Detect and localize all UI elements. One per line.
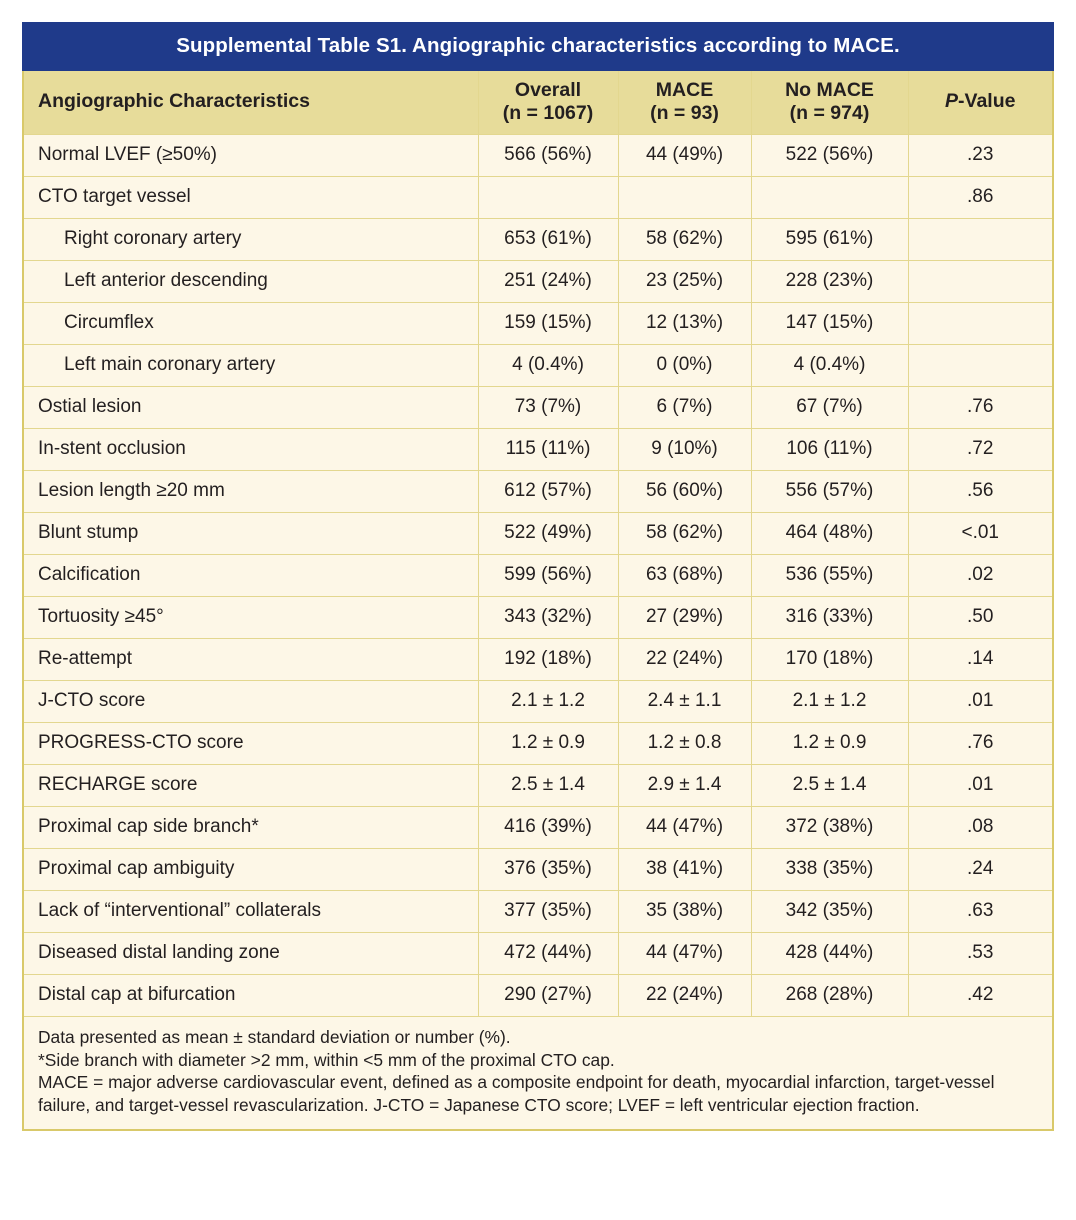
cell-mace: 63 (68%) bbox=[618, 555, 751, 597]
header-overall-label: Overall bbox=[514, 79, 582, 101]
cell-nomace: 595 (61%) bbox=[751, 219, 908, 261]
cell-mace: 2.4 ± 1.1 bbox=[618, 681, 751, 723]
cell-nomace: 147 (15%) bbox=[751, 303, 908, 345]
table-body bbox=[23, 135, 1053, 1017]
cell-p: .86 bbox=[908, 177, 1053, 219]
header-mace bbox=[618, 70, 751, 135]
cell-overall: 416 (39%) bbox=[478, 807, 618, 849]
table-row bbox=[23, 429, 1053, 471]
cell-p: .14 bbox=[908, 639, 1053, 681]
table-row bbox=[23, 555, 1053, 597]
cell-overall: 377 (35%) bbox=[478, 891, 618, 933]
row-label: Lack of “interventional” collaterals bbox=[23, 891, 478, 933]
table-header-row bbox=[23, 70, 1053, 135]
row-label: Circumflex bbox=[23, 303, 478, 345]
table-row bbox=[23, 681, 1053, 723]
cell-p bbox=[908, 261, 1053, 303]
table-row bbox=[23, 387, 1053, 429]
row-label: PROGRESS-CTO score bbox=[23, 723, 478, 765]
cell-mace: 44 (47%) bbox=[618, 807, 751, 849]
cell-p bbox=[908, 303, 1053, 345]
row-label: Proximal cap side branch* bbox=[23, 807, 478, 849]
cell-mace bbox=[618, 177, 751, 219]
cell-overall: 376 (35%) bbox=[478, 849, 618, 891]
table-row bbox=[23, 849, 1053, 891]
cell-mace: 44 (47%) bbox=[618, 933, 751, 975]
cell-mace: 58 (62%) bbox=[618, 219, 751, 261]
cell-nomace: 338 (35%) bbox=[751, 849, 908, 891]
angiographic-characteristics-table bbox=[22, 22, 1054, 1131]
table-row bbox=[23, 135, 1053, 177]
cell-mace: 58 (62%) bbox=[618, 513, 751, 555]
cell-overall: 2.1 ± 1.2 bbox=[478, 681, 618, 723]
row-label: Proximal cap ambiguity bbox=[23, 849, 478, 891]
cell-p: .63 bbox=[908, 891, 1053, 933]
row-label: Lesion length ≥20 mm bbox=[23, 471, 478, 513]
row-label: Blunt stump bbox=[23, 513, 478, 555]
cell-mace: 1.2 ± 0.8 bbox=[618, 723, 751, 765]
cell-overall: 4 (0.4%) bbox=[478, 345, 618, 387]
cell-mace: 35 (38%) bbox=[618, 891, 751, 933]
row-label: Left main coronary artery bbox=[23, 345, 478, 387]
cell-p: <.01 bbox=[908, 513, 1053, 555]
cell-nomace: 372 (38%) bbox=[751, 807, 908, 849]
row-label: Calcification bbox=[23, 555, 478, 597]
cell-mace: 12 (13%) bbox=[618, 303, 751, 345]
cell-overall: 251 (24%) bbox=[478, 261, 618, 303]
footnote-1: Data presented as mean ± standard deviation or number (%). bbox=[38, 1027, 511, 1048]
cell-overall: 159 (15%) bbox=[478, 303, 618, 345]
table-row bbox=[23, 891, 1053, 933]
header-no-mace bbox=[751, 70, 908, 135]
table-row bbox=[23, 639, 1053, 681]
row-label: Distal cap at bifurcation bbox=[23, 975, 478, 1017]
table-row bbox=[23, 597, 1053, 639]
cell-p bbox=[908, 219, 1053, 261]
cell-nomace: 106 (11%) bbox=[751, 429, 908, 471]
cell-mace: 2.9 ± 1.4 bbox=[618, 765, 751, 807]
cell-nomace: 2.5 ± 1.4 bbox=[751, 765, 908, 807]
header-no-mace-label: No MACE bbox=[785, 79, 874, 101]
footnote-2: *Side branch with diameter >2 mm, within <5 mm of the proximal CTO cap. bbox=[38, 1049, 615, 1070]
table-title-row bbox=[23, 23, 1053, 70]
header-overall-n: (n = 1067) bbox=[502, 101, 594, 124]
row-label: J-CTO score bbox=[23, 681, 478, 723]
cell-overall: 472 (44%) bbox=[478, 933, 618, 975]
cell-nomace: 4 (0.4%) bbox=[751, 345, 908, 387]
table-title: Supplemental Table S1. Angiographic characteristics according to MACE. bbox=[23, 23, 1053, 70]
cell-mace: 27 (29%) bbox=[618, 597, 751, 639]
cell-p: .56 bbox=[908, 471, 1053, 513]
row-label: In-stent occlusion bbox=[23, 429, 478, 471]
table-row bbox=[23, 345, 1053, 387]
cell-nomace: 428 (44%) bbox=[751, 933, 908, 975]
header-p-rest: -Value bbox=[958, 90, 1016, 113]
row-label: Normal LVEF (≥50%) bbox=[23, 135, 478, 177]
header-overall bbox=[478, 70, 618, 135]
table-row bbox=[23, 807, 1053, 849]
table-footnotes bbox=[23, 1017, 1053, 1130]
cell-nomace: 536 (55%) bbox=[751, 555, 908, 597]
table-row bbox=[23, 765, 1053, 807]
cell-overall: 115 (11%) bbox=[478, 429, 618, 471]
cell-mace: 0 (0%) bbox=[618, 345, 751, 387]
cell-p: .24 bbox=[908, 849, 1053, 891]
cell-p: .02 bbox=[908, 555, 1053, 597]
table-row bbox=[23, 261, 1053, 303]
table-row bbox=[23, 219, 1053, 261]
cell-overall: 73 (7%) bbox=[478, 387, 618, 429]
table-row bbox=[23, 177, 1053, 219]
cell-nomace: 464 (48%) bbox=[751, 513, 908, 555]
cell-mace: 23 (25%) bbox=[618, 261, 751, 303]
header-characteristics: Angiographic Characteristics bbox=[23, 70, 478, 135]
cell-overall: 566 (56%) bbox=[478, 135, 618, 177]
cell-mace: 22 (24%) bbox=[618, 975, 751, 1017]
cell-p: .76 bbox=[908, 387, 1053, 429]
cell-overall: 522 (49%) bbox=[478, 513, 618, 555]
cell-mace: 56 (60%) bbox=[618, 471, 751, 513]
cell-nomace: 67 (7%) bbox=[751, 387, 908, 429]
cell-nomace bbox=[751, 177, 908, 219]
table-footnote-row bbox=[23, 1017, 1053, 1130]
cell-overall: 343 (32%) bbox=[478, 597, 618, 639]
header-mace-label: MACE bbox=[655, 79, 714, 101]
cell-overall: 192 (18%) bbox=[478, 639, 618, 681]
cell-mace: 9 (10%) bbox=[618, 429, 751, 471]
cell-nomace: 228 (23%) bbox=[751, 261, 908, 303]
cell-p: .01 bbox=[908, 765, 1053, 807]
cell-overall: 290 (27%) bbox=[478, 975, 618, 1017]
row-label: RECHARGE score bbox=[23, 765, 478, 807]
cell-p: .01 bbox=[908, 681, 1053, 723]
table-row bbox=[23, 723, 1053, 765]
cell-nomace: 170 (18%) bbox=[751, 639, 908, 681]
cell-overall: 599 (56%) bbox=[478, 555, 618, 597]
row-label: CTO target vessel bbox=[23, 177, 478, 219]
cell-p: .23 bbox=[908, 135, 1053, 177]
table-row bbox=[23, 513, 1053, 555]
row-label: Right coronary artery bbox=[23, 219, 478, 261]
footnote-3: MACE = major adverse cardiovascular event, defined as a composite endpoint for death, myocardial infarction, target-vessel failure, and target-vessel revascularization. J-CTO = Japanese CTO score; LVEF = left ventricular ejection fraction. bbox=[38, 1072, 995, 1116]
cell-p: .76 bbox=[908, 723, 1053, 765]
cell-nomace: 1.2 ± 0.9 bbox=[751, 723, 908, 765]
cell-mace: 6 (7%) bbox=[618, 387, 751, 429]
cell-mace: 22 (24%) bbox=[618, 639, 751, 681]
table-row bbox=[23, 471, 1053, 513]
cell-nomace: 522 (56%) bbox=[751, 135, 908, 177]
row-label: Diseased distal landing zone bbox=[23, 933, 478, 975]
cell-p: .50 bbox=[908, 597, 1053, 639]
header-mace-n: (n = 93) bbox=[650, 101, 719, 124]
cell-nomace: 2.1 ± 1.2 bbox=[751, 681, 908, 723]
cell-mace: 44 (49%) bbox=[618, 135, 751, 177]
cell-overall: 1.2 ± 0.9 bbox=[478, 723, 618, 765]
table-row bbox=[23, 975, 1053, 1017]
header-p-value bbox=[908, 70, 1053, 135]
cell-overall: 612 (57%) bbox=[478, 471, 618, 513]
header-p-italic: P bbox=[945, 90, 959, 113]
cell-p: .42 bbox=[908, 975, 1053, 1017]
cell-p: .08 bbox=[908, 807, 1053, 849]
row-label: Tortuosity ≥45° bbox=[23, 597, 478, 639]
row-label: Left anterior descending bbox=[23, 261, 478, 303]
cell-nomace: 316 (33%) bbox=[751, 597, 908, 639]
row-label: Ostial lesion bbox=[23, 387, 478, 429]
table-row bbox=[23, 933, 1053, 975]
cell-p: .72 bbox=[908, 429, 1053, 471]
cell-p bbox=[908, 345, 1053, 387]
cell-p: .53 bbox=[908, 933, 1053, 975]
cell-nomace: 556 (57%) bbox=[751, 471, 908, 513]
cell-overall: 2.5 ± 1.4 bbox=[478, 765, 618, 807]
cell-nomace: 342 (35%) bbox=[751, 891, 908, 933]
header-no-mace-n: (n = 974) bbox=[789, 101, 870, 124]
cell-overall bbox=[478, 177, 618, 219]
table-row bbox=[23, 303, 1053, 345]
cell-mace: 38 (41%) bbox=[618, 849, 751, 891]
row-label: Re-attempt bbox=[23, 639, 478, 681]
cell-overall: 653 (61%) bbox=[478, 219, 618, 261]
cell-nomace: 268 (28%) bbox=[751, 975, 908, 1017]
